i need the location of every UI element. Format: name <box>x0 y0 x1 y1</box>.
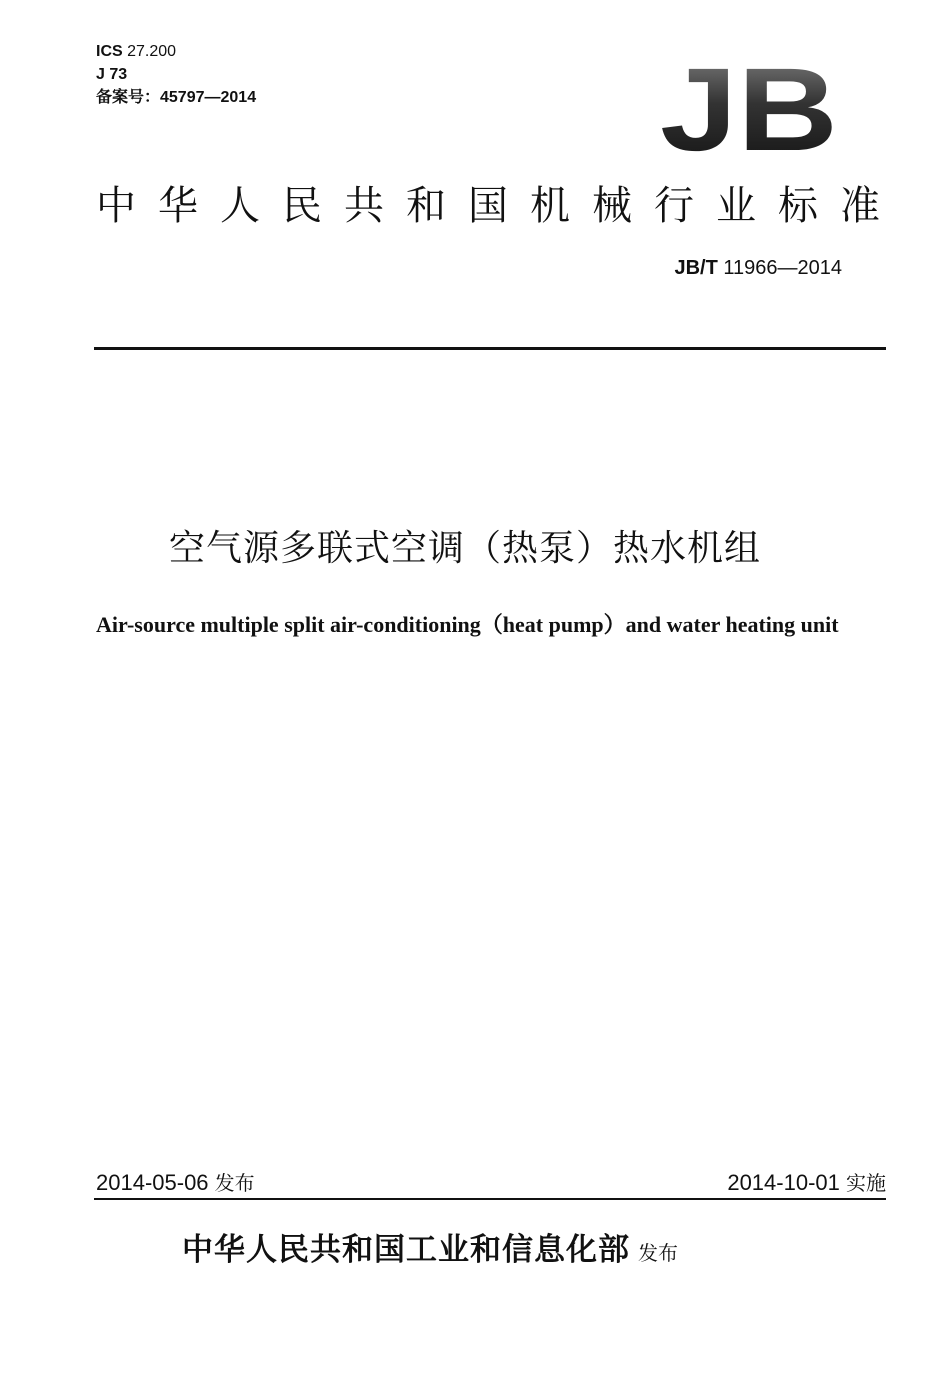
filing-number: 备案号：45797—2014 <box>96 89 257 106</box>
issue-date-label: 发布 <box>214 1171 255 1195</box>
issue-date <box>96 1167 255 1196</box>
document-title-en: Air-source multiple split air-conditioning（heat pump）and water heating unit <box>96 612 839 637</box>
publisher-name: 中华人民共和国工业和信息化部 <box>182 1232 630 1268</box>
ics-label: ICS <box>96 43 123 60</box>
org-title: 中华人民共和国机械行业标准 <box>96 183 902 229</box>
document-title-zh: 空气源多联式空调（热泵）热水机组 <box>168 528 761 569</box>
publisher-verb: 发布 <box>638 1241 678 1265</box>
ics-value: 27.200 <box>127 43 177 60</box>
standard-number <box>674 257 842 280</box>
publisher <box>182 1224 678 1269</box>
footer-divider <box>94 1198 886 1200</box>
implementation-date <box>727 1167 886 1196</box>
header-divider <box>94 347 886 350</box>
standard-code: 11966—2014 <box>723 257 842 279</box>
jb-logo <box>660 55 840 155</box>
ccs-code: J 73 <box>96 66 128 83</box>
standard-prefix: JB/T <box>674 257 718 279</box>
implementation-date-value: 2014-10-01 <box>727 1170 840 1195</box>
issue-date-value: 2014-05-06 <box>96 1170 209 1195</box>
implementation-date-label: 实施 <box>846 1171 886 1195</box>
ics-code <box>96 40 256 63</box>
standard-meta <box>96 40 256 109</box>
logo-text: JB <box>660 55 838 155</box>
